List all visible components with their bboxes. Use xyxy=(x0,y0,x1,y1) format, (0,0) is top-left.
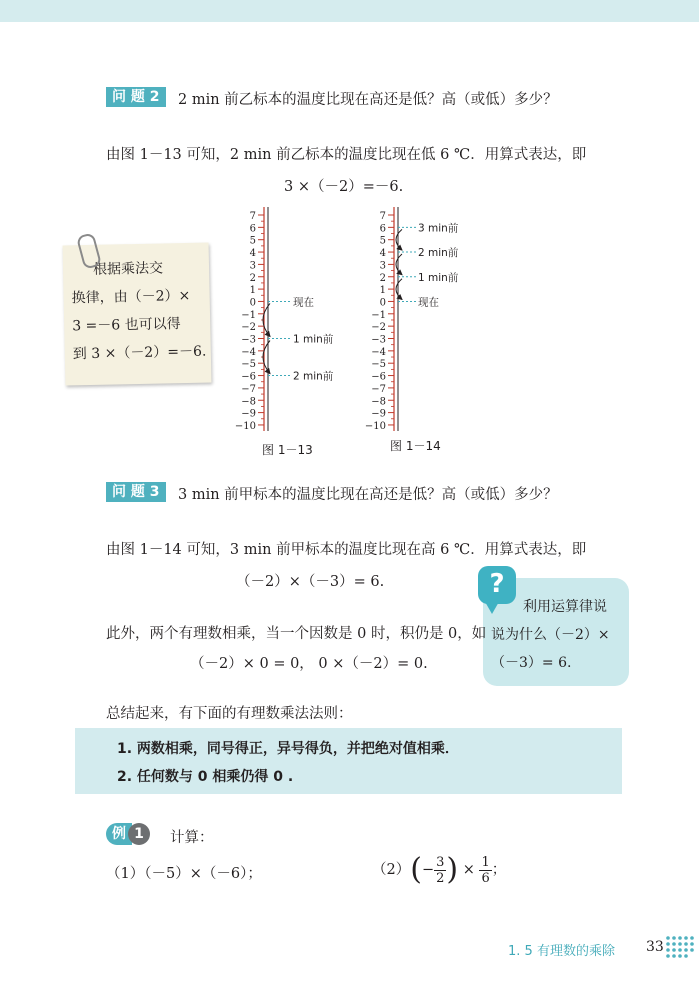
time-label: 2 min前 xyxy=(293,370,334,383)
tick-label: 4 xyxy=(379,248,386,260)
arrow-arc xyxy=(396,229,402,250)
tick-label: 7 xyxy=(249,211,256,222)
note-line: 3 =－6 也可以得 xyxy=(72,316,181,335)
tick-label: 1 xyxy=(249,285,256,297)
tick-label: −3 xyxy=(371,334,386,346)
tick-label: −2 xyxy=(241,322,256,334)
problem-3-question: 3 min 前甲标本的温度比现在高还是低？高（或低）多少？ xyxy=(178,487,558,503)
example-item-2-prefix: （2） xyxy=(372,862,411,878)
time-label: 2 min前 xyxy=(418,247,459,260)
tick-label: −10 xyxy=(234,420,256,432)
figure-1-13-caption: 图 1－13 xyxy=(262,443,313,457)
time-label: 现在 xyxy=(418,296,439,309)
tick-label: −4 xyxy=(241,346,256,358)
problem-2-question: 2 min 前乙标本的温度比现在高还是低？高（或低）多少？ xyxy=(178,92,558,108)
page-number: 33 xyxy=(646,939,664,955)
tick-label: −6 xyxy=(241,371,256,383)
tick-label: 3 xyxy=(249,260,256,272)
tick-label: −5 xyxy=(241,359,256,371)
problem-2-tag: 问 题 2 xyxy=(106,87,166,107)
tick-label: 5 xyxy=(379,235,386,247)
note-line: 换律，由（－2）× xyxy=(71,287,191,307)
tick-label: −10 xyxy=(364,420,386,432)
problem-3-tag: 问 题 3 xyxy=(106,482,166,502)
tick-label: −1 xyxy=(371,309,386,321)
footer-section-title: 1. 5 有理数的乘除 xyxy=(508,944,615,959)
time-label: 1 min前 xyxy=(293,333,334,346)
tick-label: 7 xyxy=(379,211,386,222)
tick-label: 4 xyxy=(249,248,256,260)
tick-label: 2 xyxy=(379,272,386,284)
problem-3-explanation: 由图 1－14 可知，3 min 前甲标本的温度比现在高 6 ℃．用算式表达，即 xyxy=(106,542,587,558)
bubble-line: 利用运算律说 xyxy=(523,599,607,615)
tick-label: 3 xyxy=(379,260,386,272)
zero-rule-text: 此外，两个有理数相乘，当一个因数是 0 时，积仍是 0，如 xyxy=(106,626,487,642)
tick-label: 1 xyxy=(379,285,386,297)
tick-label: 0 xyxy=(379,297,386,309)
example-item-1: （1）（－5）×（－6）； xyxy=(106,866,262,882)
tick-label: −5 xyxy=(371,359,386,371)
rule-item: 2. 任何数与 0 相乘仍得 0 . xyxy=(117,769,294,785)
time-label: 现在 xyxy=(293,296,314,309)
rule-item: 1. 两数相乘，同号得正，异号得负，并把绝对值相乘． xyxy=(117,741,459,757)
figure-1-14 xyxy=(365,207,459,432)
bubble-line: 说为什么（－2）× xyxy=(491,627,610,643)
tick-label: −6 xyxy=(371,371,386,383)
thermometer-figures xyxy=(230,205,470,440)
bubble-line: （－3）= 6. xyxy=(491,655,572,671)
tick-label: −3 xyxy=(241,334,256,346)
tick-label: −9 xyxy=(371,408,386,420)
tick-label: −7 xyxy=(371,383,386,395)
question-mark-icon: ? xyxy=(478,566,516,604)
time-label: 1 min前 xyxy=(418,271,459,284)
example-item-2: （2）(− $\frac{3}{2}$ ) × $\frac{1}{6}$ ； xyxy=(372,852,507,887)
tick-label: −4 xyxy=(371,346,386,358)
fraction-1-6: $\frac{1}{6}$ xyxy=(481,854,490,886)
problem-2-explanation: 由图 1－13 可知，2 min 前乙标本的温度比现在低 6 ℃．用算式表达，即 xyxy=(106,147,587,163)
arrow-arc xyxy=(396,254,402,275)
tick-label: −2 xyxy=(371,322,386,334)
multiplication-rules-box xyxy=(75,728,622,794)
problem-3-equation: （－2）×（－3）= 6. xyxy=(236,574,385,590)
tick-label: 5 xyxy=(249,235,256,247)
example-title: 计算： xyxy=(170,830,214,846)
tick-label: −7 xyxy=(241,383,256,395)
top-band xyxy=(0,0,699,22)
figure-1-13 xyxy=(235,207,334,432)
tick-label: −1 xyxy=(241,309,256,321)
fraction-3-2: $\frac{3}{2}$ xyxy=(436,854,445,886)
tick-label: 2 xyxy=(249,272,256,284)
tick-label: 6 xyxy=(379,223,386,235)
decorative-dots-icon xyxy=(664,934,698,960)
tick-label: −8 xyxy=(241,396,256,408)
note-line: 根据乘法交 xyxy=(92,260,164,278)
zero-rule-equation: （－2）× 0 = 0， 0 ×（－2）= 0. xyxy=(190,656,428,672)
time-label: 3 min前 xyxy=(418,222,459,235)
note-line: 到 3 ×（－2）=－6. xyxy=(72,343,207,363)
figure-1-14-caption: 图 1－14 xyxy=(390,439,441,453)
arrow-arc xyxy=(396,279,402,300)
summary-text: 总结起来，有下面的有理数乘法法则： xyxy=(106,706,353,722)
tick-label: −8 xyxy=(371,396,386,408)
example-badge-label: 例 xyxy=(106,823,132,845)
tick-label: 0 xyxy=(249,297,256,309)
problem-2-equation: 3 ×（－2）=－6. xyxy=(284,179,404,195)
tick-label: −9 xyxy=(241,408,256,420)
example-badge-number: 1 xyxy=(128,823,150,845)
tick-label: 6 xyxy=(249,223,256,235)
